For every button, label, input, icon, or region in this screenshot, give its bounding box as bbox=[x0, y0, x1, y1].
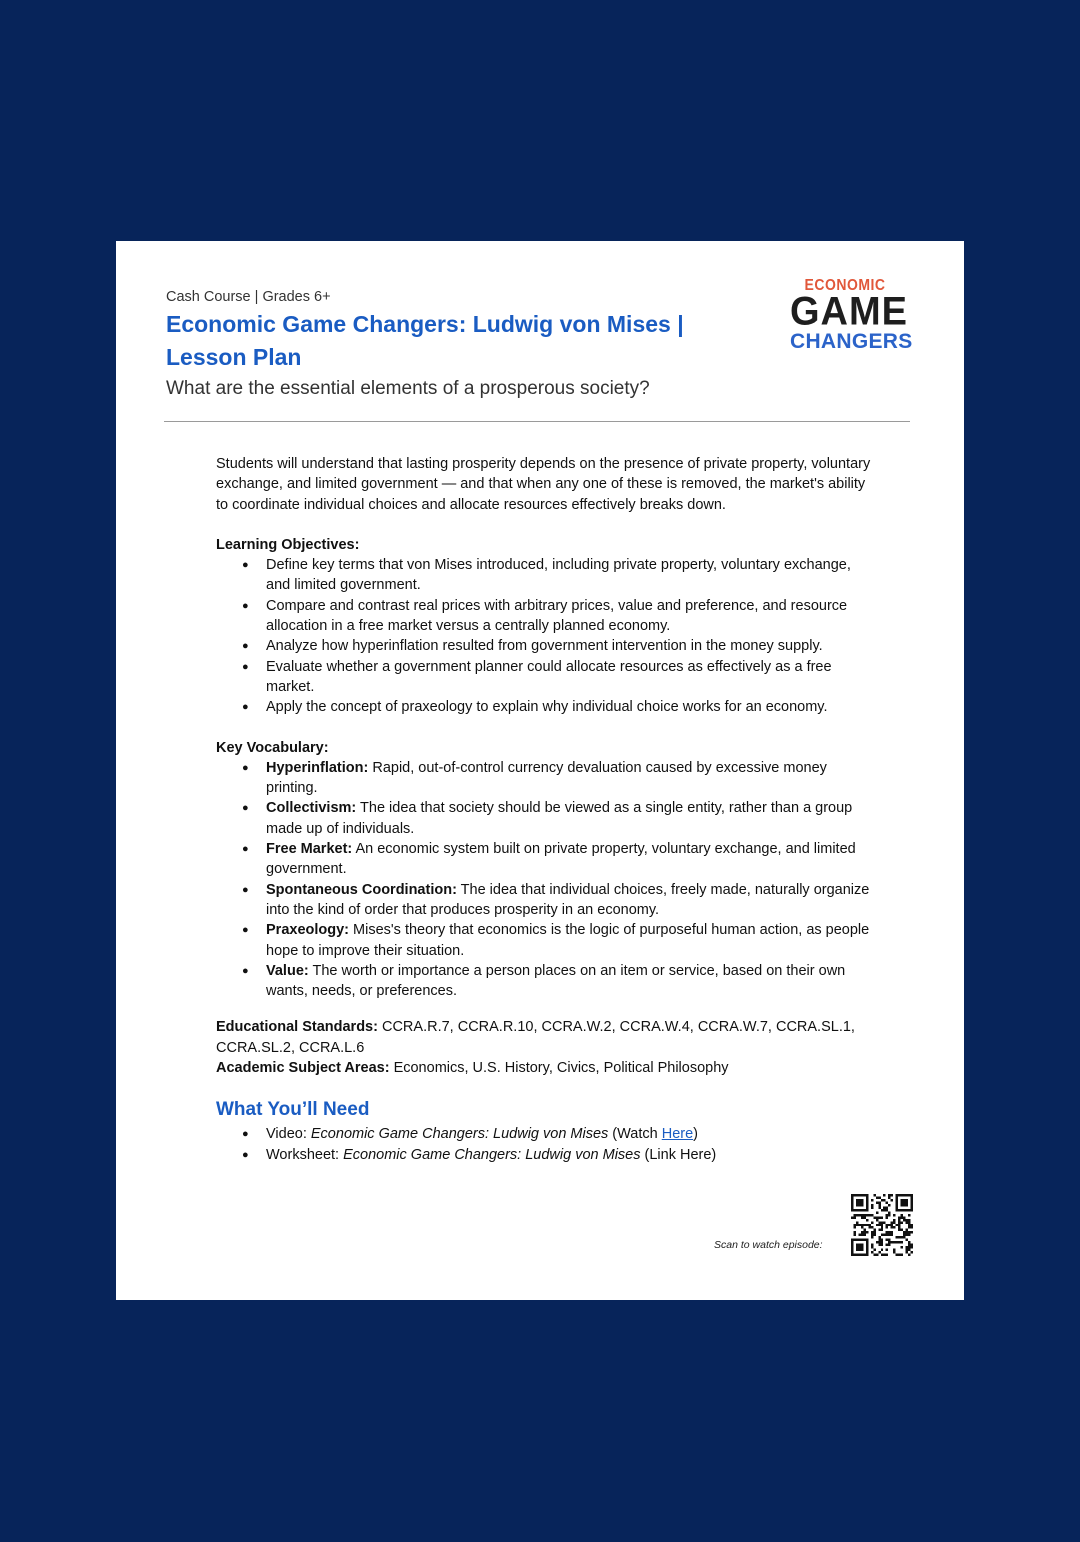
list-item bbox=[266, 1145, 876, 1165]
lesson-plan-page bbox=[116, 241, 964, 1300]
standards-label: Educational Standards: bbox=[216, 1019, 378, 1036]
header-divider bbox=[164, 421, 910, 422]
list-item: ● Analyze how hyperinflation resulted from government intervention in the money supply. bbox=[266, 636, 876, 656]
vocabulary-list bbox=[216, 758, 876, 1002]
list-item: ● Compare and contrast real prices with arbitrary prices, value and preference, and resource allocation in a free market versus a centrally planned economy. bbox=[266, 596, 876, 637]
list-item: ● Apply the concept of praxeology to explain why individual choice works for an economy. bbox=[266, 697, 876, 717]
academic-subject-areas bbox=[216, 1058, 876, 1078]
worksheet-prefix: Worksheet: bbox=[266, 1146, 344, 1163]
key-vocabulary-section bbox=[216, 738, 876, 1002]
video-watch-close: ) bbox=[693, 1126, 699, 1143]
standards-value: CCRA.R.7, CCRA.R.10, CCRA.W.2, CCRA.W.4, CCRA.W.7, CCRA.SL.1, CCRA.SL.2, CCRA.L.6 bbox=[216, 1019, 855, 1056]
vocab-term: Collectivism: bbox=[266, 800, 357, 817]
eyebrow: Cash Course | Grades 6+ bbox=[166, 289, 331, 305]
vocab-definition: The worth or importance a person places on an item or service, based on their own wants, needs, or preferences. bbox=[266, 962, 846, 1000]
subtitle: What are the essential elements of a prosperous society? bbox=[166, 378, 650, 399]
logo-bottom-text: CHANGERS bbox=[790, 330, 913, 353]
list-item bbox=[266, 961, 876, 1002]
watch-here-link[interactable]: Here bbox=[661, 1126, 694, 1143]
worksheet-suffix: (Link Here) bbox=[640, 1146, 717, 1163]
vocab-definition: The idea that society should be viewed as a single entity, rather than a group made up of individuals. bbox=[266, 800, 853, 837]
scan-caption: Scan to watch episode: bbox=[714, 1239, 823, 1251]
educational-standards bbox=[216, 1017, 876, 1058]
vocab-definition: The idea that individual choices, freely made, naturally organize into the kind of order that produces prosperity in an economy. bbox=[266, 881, 870, 918]
objectives-heading: Learning Objectives: bbox=[216, 536, 360, 553]
vocab-definition: Mises's theory that economics is the logic of purposeful human action, as people hope to improve their situation. bbox=[266, 922, 870, 959]
materials-list bbox=[216, 1124, 876, 1165]
subjects-value: Economics, U.S. History, Civics, Political Philosophy bbox=[389, 1060, 729, 1077]
intro-paragraph: Students will understand that lasting prosperity depends on the presence of private property, voluntary exchange, and limited government — and that when any one of these is removed, the market's ability to coordinate individual choices and allocate resources effectively breaks down. bbox=[216, 456, 871, 513]
vocab-term: Praxeology: bbox=[266, 922, 349, 939]
list-item bbox=[266, 880, 876, 921]
vocab-term: Value: bbox=[266, 962, 309, 979]
list-item bbox=[266, 798, 876, 839]
video-title: Economic Game Changers: Ludwig von Mises bbox=[310, 1126, 609, 1143]
vocab-definition: Rapid, out-of-control currency devaluation caused by excessive money printing. bbox=[266, 759, 827, 797]
logo-mid-text: GAME bbox=[790, 289, 908, 335]
logo-top-text: ECONOMIC bbox=[804, 274, 886, 294]
video-watch-open: (Watch bbox=[608, 1126, 662, 1143]
what-youll-need-heading: What You’ll Need bbox=[216, 1099, 370, 1121]
list-item: ● Define key terms that von Mises introduced, including private property, voluntary exchange, and limited government. bbox=[266, 555, 876, 596]
list-item: ● Evaluate whether a government planner could allocate resources as effectively as a free market. bbox=[266, 657, 876, 698]
video-prefix: Video: bbox=[266, 1126, 311, 1143]
list-item bbox=[266, 839, 876, 880]
list-item bbox=[266, 920, 876, 961]
qr-code-icon[interactable] bbox=[851, 1194, 913, 1256]
title-line-1: Economic Game Changers: Ludwig von Mises | bbox=[166, 311, 684, 337]
subjects-label: Academic Subject Areas: bbox=[216, 1060, 390, 1077]
vocab-definition: An economic system built on private property, voluntary exchange, and limited government. bbox=[266, 841, 856, 878]
vocab-term: Free Market: bbox=[266, 841, 353, 858]
list-item bbox=[266, 758, 876, 799]
vocabulary-heading: Key Vocabulary: bbox=[216, 739, 329, 756]
page-title bbox=[166, 308, 786, 374]
vocab-term: Hyperinflation: bbox=[266, 759, 369, 776]
title-line-2: Lesson Plan bbox=[166, 344, 302, 370]
document-body bbox=[216, 454, 876, 1165]
vocab-term: Spontaneous Coordination: bbox=[266, 881, 457, 898]
learning-objectives-section bbox=[216, 535, 876, 718]
list-item bbox=[266, 1124, 876, 1144]
worksheet-title: Economic Game Changers: Ludwig von Mises bbox=[343, 1146, 641, 1163]
document-header bbox=[166, 289, 786, 400]
objectives-list bbox=[216, 555, 876, 717]
economic-game-changers-logo bbox=[790, 274, 913, 353]
